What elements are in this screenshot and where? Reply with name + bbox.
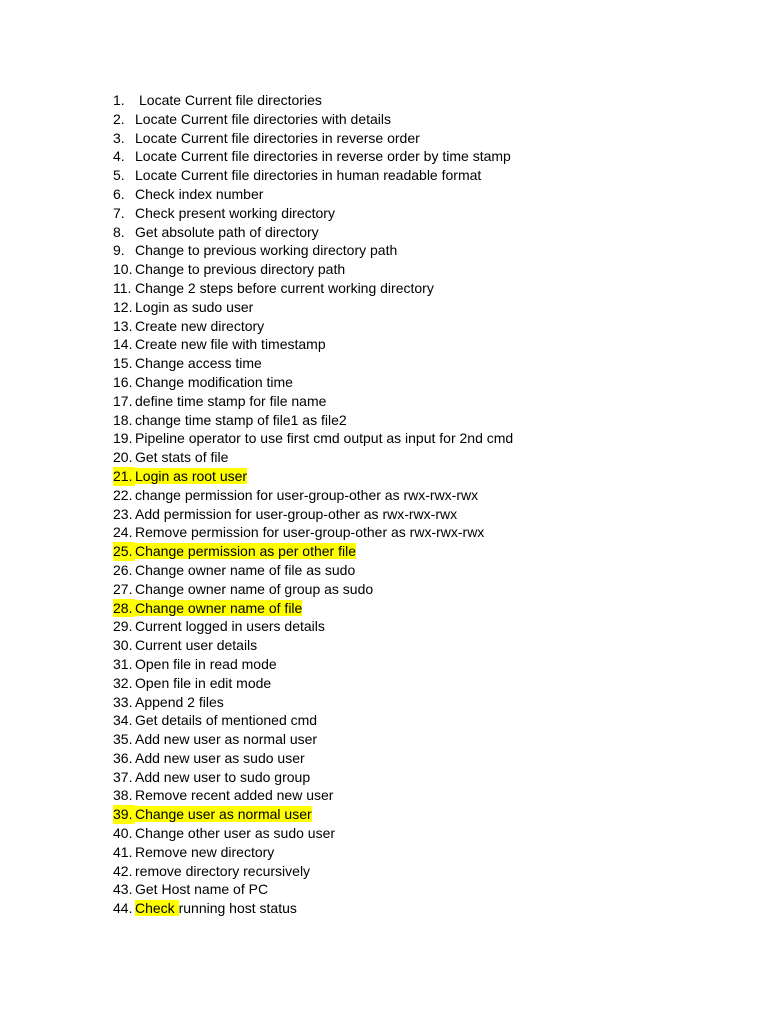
list-item-text-wrap — [135, 355, 262, 371]
list-item-text: Locate Current file directories with details — [135, 110, 392, 127]
list-item — [113, 392, 513, 411]
list-item-text: Create new file with timestamp — [135, 336, 326, 353]
list-item-number: 18. — [113, 411, 133, 428]
list-item-text: Locate Current file directories in human readable format — [135, 167, 482, 184]
list-item-number: 29. — [113, 618, 133, 635]
list-item-text-wrap — [135, 299, 253, 315]
list-item-text: Change other user as sudo user — [135, 825, 336, 842]
list-item — [113, 542, 513, 561]
list-item-text-wrap — [135, 336, 326, 352]
list-item-number: 5. — [113, 167, 125, 184]
list-item — [113, 335, 513, 354]
list-item-text-wrap — [135, 430, 513, 446]
list-item-number: 25. — [113, 542, 135, 561]
list-item-text: Change to previous working directory path — [135, 242, 398, 259]
list-item-text: Locate Current file directories in reverse order — [135, 129, 420, 146]
list-item — [113, 129, 513, 148]
list-item-text-wrap — [135, 675, 271, 691]
list-item-number: 41. — [113, 843, 133, 860]
list-item — [113, 260, 513, 279]
list-item-text-wrap — [135, 487, 478, 503]
list-item — [113, 147, 513, 166]
list-item-text: Add new user to sudo group — [135, 768, 311, 785]
list-item-text: Remove new directory — [135, 843, 275, 860]
list-item-text: Login as sudo user — [135, 298, 254, 315]
list-item-text-wrap — [135, 224, 319, 240]
list-item-number: 43. — [113, 881, 133, 898]
list-item-number: 3. — [113, 129, 125, 146]
list-item-number: 21. — [113, 467, 135, 486]
list-item-text: Create new directory — [135, 317, 265, 334]
list-item — [113, 279, 513, 298]
list-item-text: remove directory recursively — [135, 862, 311, 879]
list-item — [113, 373, 513, 392]
list-item-text: Current user details — [135, 637, 258, 654]
list-item-text: Get Host name of PC — [135, 881, 269, 898]
list-item-text-wrap — [135, 543, 356, 559]
list-item — [113, 749, 513, 768]
list-item-number: 39. — [113, 805, 135, 824]
list-item-text: Change owner name of file — [135, 599, 303, 616]
list-item-text-wrap — [135, 731, 317, 747]
list-item-number: 30. — [113, 637, 133, 654]
list-item-number: 22. — [113, 486, 133, 503]
list-item-text-wrap — [135, 562, 355, 578]
list-item-text: Change modification time — [135, 373, 293, 390]
list-item — [113, 354, 513, 373]
list-item-text: Add new user as sudo user — [135, 749, 305, 766]
list-item-number: 2. — [113, 110, 125, 127]
list-item-number: 40. — [113, 825, 133, 842]
list-item-number: 9. — [113, 242, 125, 259]
list-item-text: Pipeline operator to use first cmd output as input for 2nd cmd — [135, 430, 514, 447]
list-item-number: 27. — [113, 580, 133, 597]
task-list — [113, 91, 513, 918]
list-item-text: Change permission as per other file — [135, 543, 357, 560]
list-item-text-wrap — [135, 130, 420, 146]
list-item — [113, 693, 513, 712]
list-item — [113, 505, 513, 524]
list-item — [113, 204, 513, 223]
list-item-text-wrap — [135, 280, 434, 296]
list-item-text-wrap — [135, 506, 457, 522]
list-item-text: Change to previous directory path — [135, 261, 346, 278]
list-item-text: change time stamp of file1 as file2 — [135, 411, 347, 428]
list-item-text: Open file in edit mode — [135, 674, 272, 691]
list-item-text-wrap — [135, 111, 391, 127]
list-item-number: 8. — [113, 223, 125, 240]
list-item-highlighted-word: Check — [135, 900, 179, 917]
list-item — [113, 467, 513, 486]
list-item-number: 19. — [113, 430, 133, 447]
list-item — [113, 599, 513, 618]
list-item-number: 24. — [113, 524, 133, 541]
list-item-number: 36. — [113, 749, 133, 766]
list-item-number: 37. — [113, 768, 133, 785]
list-item — [113, 880, 513, 899]
list-item-text-wrap — [135, 844, 274, 860]
list-item-number: 14. — [113, 336, 133, 353]
list-item-number: 7. — [113, 204, 125, 221]
list-item-text: Locate Current file directories — [139, 92, 322, 108]
list-item-text-wrap — [135, 393, 326, 409]
list-item-text: Check index number — [135, 185, 264, 202]
list-item-text: Get details of mentioned cmd — [135, 712, 318, 729]
list-item-text-wrap — [135, 694, 224, 710]
list-item — [113, 91, 513, 110]
list-item — [113, 429, 513, 448]
list-item-number: 13. — [113, 317, 133, 334]
list-item-number: 23. — [113, 505, 133, 522]
list-item-text-wrap — [135, 863, 310, 879]
list-item-number: 10. — [113, 261, 133, 278]
list-item-number: 44. — [113, 900, 133, 917]
list-item-number: 16. — [113, 373, 133, 390]
list-item-text-wrap — [135, 261, 345, 277]
list-item — [113, 899, 513, 918]
list-item-text-wrap — [135, 524, 484, 540]
list-item — [113, 730, 513, 749]
list-item-text: Current logged in users details — [135, 618, 325, 635]
list-item — [113, 768, 513, 787]
list-item-text-wrap — [135, 374, 293, 390]
list-item-text: Open file in read mode — [135, 655, 277, 672]
list-item — [113, 411, 513, 430]
list-item — [113, 185, 513, 204]
list-item-number: 31. — [113, 655, 133, 672]
list-item-text-wrap — [135, 656, 277, 672]
list-item — [113, 655, 513, 674]
list-item-number: 15. — [113, 355, 133, 372]
list-item — [113, 786, 513, 805]
list-item-text-wrap — [135, 468, 247, 484]
list-item-text-wrap — [135, 825, 335, 841]
list-item — [113, 805, 513, 824]
list-item-text-wrap — [135, 750, 305, 766]
list-item — [113, 166, 513, 185]
list-item-number: 34. — [113, 712, 133, 729]
list-item-text: Add permission for user-group-other as rwx-rwx-rwx — [135, 505, 458, 522]
list-item-text: Remove permission for user-group-other as rwx-rwx-rwx — [135, 524, 485, 541]
list-item-text: Append 2 files — [135, 693, 224, 710]
list-item-text: Change user as normal user — [135, 806, 312, 823]
list-item-text: change permission for user-group-other as rwx-rwx-rwx — [135, 486, 479, 503]
list-item-text-wrap — [135, 600, 302, 616]
list-item — [113, 617, 513, 636]
list-item-number: 4. — [113, 148, 125, 165]
list-item-number: 6. — [113, 185, 125, 202]
list-item-number: 28. — [113, 599, 135, 618]
list-item-text-wrap — [135, 242, 397, 258]
list-item-number: 11. — [113, 279, 132, 296]
list-item-text: Locate Current file directories in reverse order by time stamp — [135, 148, 511, 165]
list-item-text-wrap — [135, 712, 317, 728]
list-item — [113, 223, 513, 242]
list-item-text: Change 2 steps before current working directory — [135, 279, 434, 296]
list-item-text-wrap — [135, 900, 297, 916]
list-item-text: define time stamp for file name — [135, 392, 327, 409]
list-item-number: 26. — [113, 561, 133, 578]
list-item-text-wrap — [135, 412, 347, 428]
list-item — [113, 523, 513, 542]
list-item — [113, 317, 513, 336]
list-item-text: Change access time — [135, 355, 262, 372]
list-item — [113, 448, 513, 467]
list-item-text-wrap — [135, 186, 263, 202]
list-item — [113, 843, 513, 862]
list-item-text-wrap — [135, 449, 228, 465]
list-item-text: running host status — [178, 900, 297, 917]
list-item-text-wrap — [135, 167, 481, 183]
list-item — [113, 298, 513, 317]
list-item-text: Change owner name of file as sudo — [135, 561, 356, 578]
list-item-text: Get absolute path of directory — [135, 223, 319, 240]
list-item — [113, 486, 513, 505]
list-item — [113, 674, 513, 693]
list-item-text-wrap — [135, 637, 257, 653]
list-item — [113, 110, 513, 129]
list-item — [113, 711, 513, 730]
list-item-text: Check present working directory — [135, 204, 335, 221]
list-item-number: 35. — [113, 731, 133, 748]
list-item — [113, 636, 513, 655]
list-item-text-wrap — [135, 881, 268, 897]
list-item — [113, 862, 513, 881]
list-item-text: Login as root user — [135, 467, 248, 484]
list-item-text-wrap — [135, 318, 264, 334]
list-item-number: 17. — [113, 392, 133, 409]
list-item-number: 33. — [113, 693, 133, 710]
list-item — [113, 824, 513, 843]
list-item-number: 38. — [113, 787, 133, 804]
list-item-text-wrap — [135, 806, 312, 822]
list-item — [113, 580, 513, 599]
list-item-text-wrap — [135, 618, 325, 634]
list-item-text-wrap — [135, 148, 511, 164]
list-item-text-wrap — [135, 205, 335, 221]
list-item-number: 1. — [113, 92, 125, 108]
list-item-text: Remove recent added new user — [135, 787, 334, 804]
list-item-text-wrap — [135, 769, 310, 785]
list-item — [113, 561, 513, 580]
list-item-number: 20. — [113, 449, 133, 466]
list-item-text-wrap — [135, 581, 373, 597]
list-item-text: Change owner name of group as sudo — [135, 580, 374, 597]
list-item-number: 32. — [113, 674, 133, 691]
list-item-number: 12. — [113, 298, 133, 315]
list-item-text-wrap — [135, 92, 322, 108]
list-item-text: Get stats of file — [135, 449, 229, 466]
list-item-text: Add new user as normal user — [135, 731, 318, 748]
list-item-text-wrap — [135, 787, 333, 803]
list-item-number: 42. — [113, 862, 133, 879]
list-item — [113, 241, 513, 260]
